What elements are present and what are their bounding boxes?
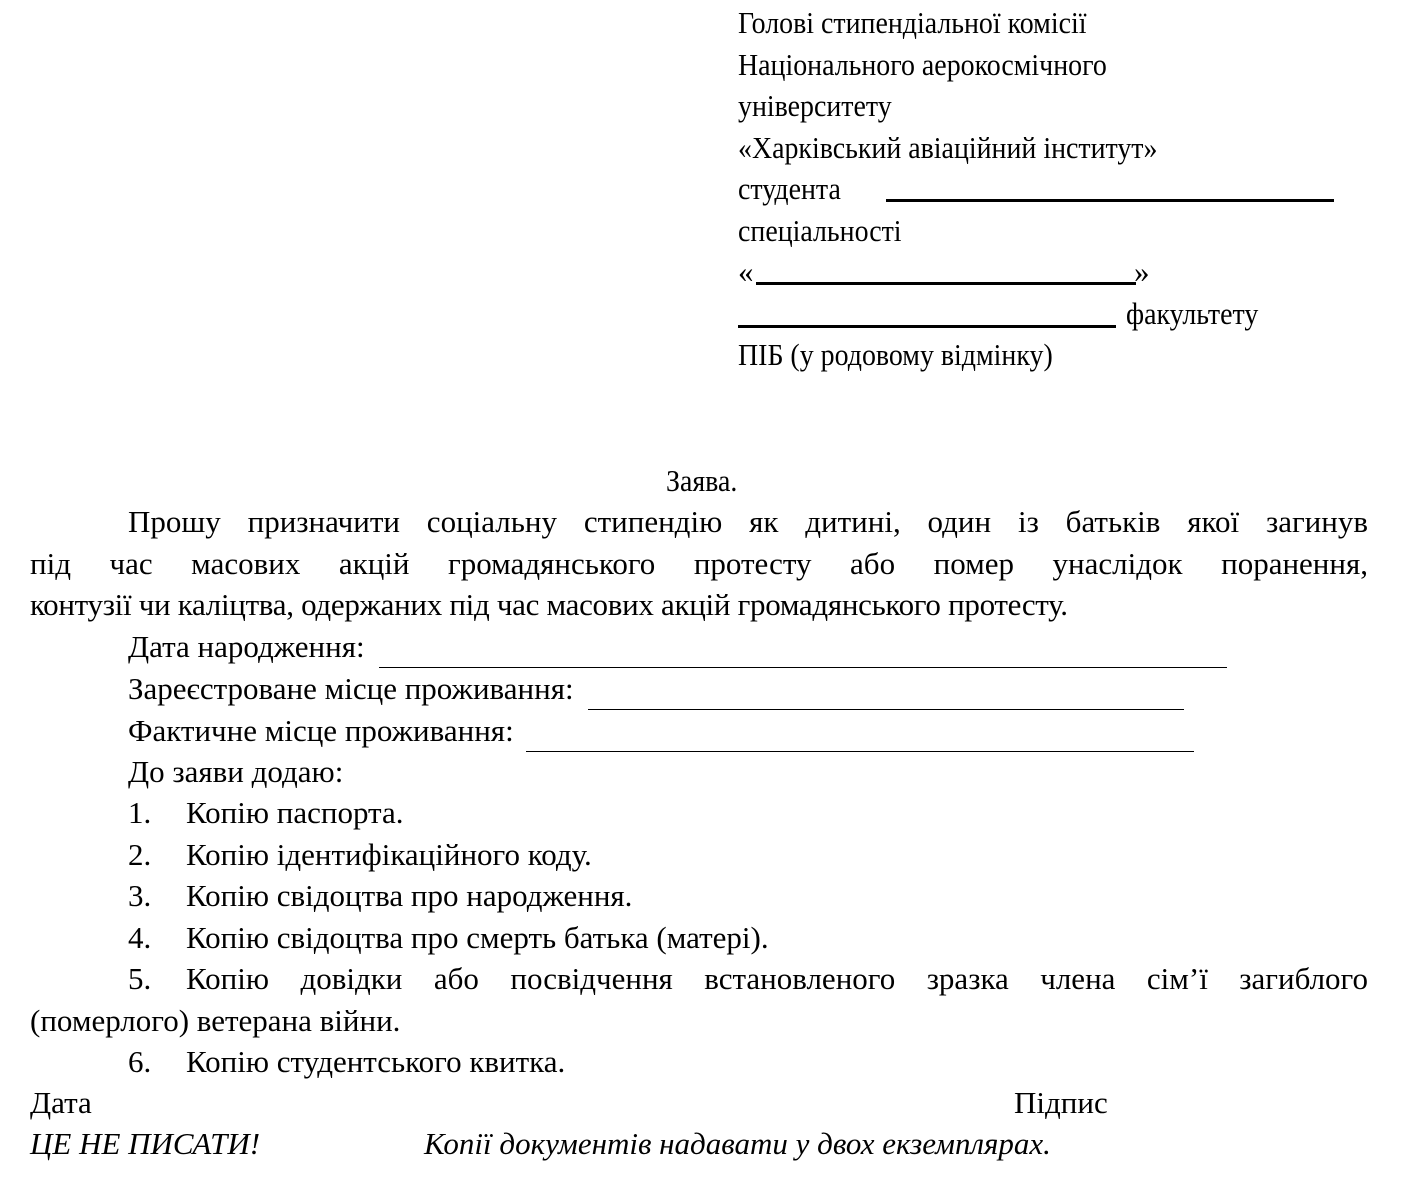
faculty-label: факультету <box>1126 295 1259 331</box>
registered-address-field <box>128 668 1184 710</box>
quote-open: « <box>738 254 754 289</box>
quote-close: » <box>1134 254 1150 289</box>
birth-date-field <box>128 626 1227 668</box>
addressee-line-2: Національного аерокосмічного <box>738 46 1107 82</box>
addressee-line <box>738 127 1378 169</box>
addressee-line <box>738 2 1378 44</box>
actual-address-blank[interactable] <box>526 723 1194 752</box>
addressee-line <box>738 44 1378 86</box>
attachment-number: 4. <box>128 920 152 955</box>
birth-date-blank[interactable] <box>379 639 1227 668</box>
attachment-line <box>30 958 1368 1000</box>
specialty-label: спеціальності <box>738 212 902 248</box>
attachment-number: 6. <box>128 1044 152 1079</box>
faculty-blank[interactable] <box>738 297 1116 328</box>
attachment-number: 3. <box>128 878 152 913</box>
faculty-line <box>738 293 1378 335</box>
student-name-blank[interactable] <box>886 171 1334 202</box>
attachment-item <box>128 917 769 959</box>
birth-date-label: Дата народження: <box>128 629 365 664</box>
name-hint: ПІБ (у родовому відмінку) <box>738 337 1053 372</box>
attachment-number: 1. <box>128 795 152 830</box>
specialty-blank[interactable] <box>756 254 1136 285</box>
attachment-item <box>128 875 632 917</box>
actual-address-label: Фактичне місце проживання: <box>128 713 514 748</box>
attachments-intro-label: До заяви додаю: <box>128 754 344 789</box>
attachments-intro <box>128 751 343 793</box>
registered-address-label: Зареєстроване місце проживання: <box>128 671 574 706</box>
signature-label: Підпис <box>1014 1085 1108 1120</box>
do-not-write-note: ЦЕ НЕ ПИСАТИ! <box>30 1126 261 1161</box>
attachment-number: 2. <box>128 837 152 872</box>
request-paragraph <box>30 501 1368 626</box>
attachment-item <box>128 834 592 876</box>
student-label: студента <box>738 171 841 206</box>
attachment-item <box>128 792 403 834</box>
copies-note: Копії документів надавати у двох екземплярах. <box>424 1126 1051 1161</box>
actual-address-field <box>128 710 1194 752</box>
document-title-text: Заява. <box>666 463 738 498</box>
attachment-text: Копію довідки або посвідчення встановленого зразка члена сім’ї загиблого <box>186 961 1368 996</box>
specialty-line <box>738 210 1378 252</box>
addressee-line-3: університету <box>738 88 892 123</box>
attachment-item <box>128 1041 565 1083</box>
addressee-block <box>738 2 1378 376</box>
addressee-line-1: Голові стипендіальної комісії <box>738 5 1087 40</box>
name-hint-line <box>738 334 1378 376</box>
document-title <box>0 460 1404 502</box>
attachment-item <box>30 958 1368 1041</box>
specialty-blank-line <box>738 251 1378 293</box>
attachment-text: Копію студентського квитка. <box>186 1044 566 1079</box>
attachment-text: Копію ідентифікаційного коду. <box>186 837 592 872</box>
request-line-2: під час масових акцій громадянського протесту або помер унаслідок поранення, <box>30 545 1368 581</box>
attachment-number: 5. <box>128 961 152 996</box>
attachment-text: Копію паспорта. <box>186 795 404 830</box>
request-line-3: контузії чи каліцтва, одержаних під час масових акцій громадянського протесту. <box>30 587 1068 622</box>
attachment-continuation: (померлого) ветерана війни. <box>30 1002 401 1038</box>
addressee-line-4: «Харківський авіаційний інститут» <box>738 129 1158 165</box>
student-line <box>738 168 1378 210</box>
attachment-text: Копію свідоцтва про народження. <box>186 878 633 913</box>
request-line-1: Прошу призначити соціальну стипендію як дитині, один із батьків якої загинув <box>128 504 1368 539</box>
date-label: Дата <box>30 1085 92 1120</box>
attachment-text: Копію свідоцтва про смерть батька (матері). <box>186 920 769 955</box>
addressee-line <box>738 85 1378 127</box>
registered-address-blank[interactable] <box>588 681 1184 710</box>
